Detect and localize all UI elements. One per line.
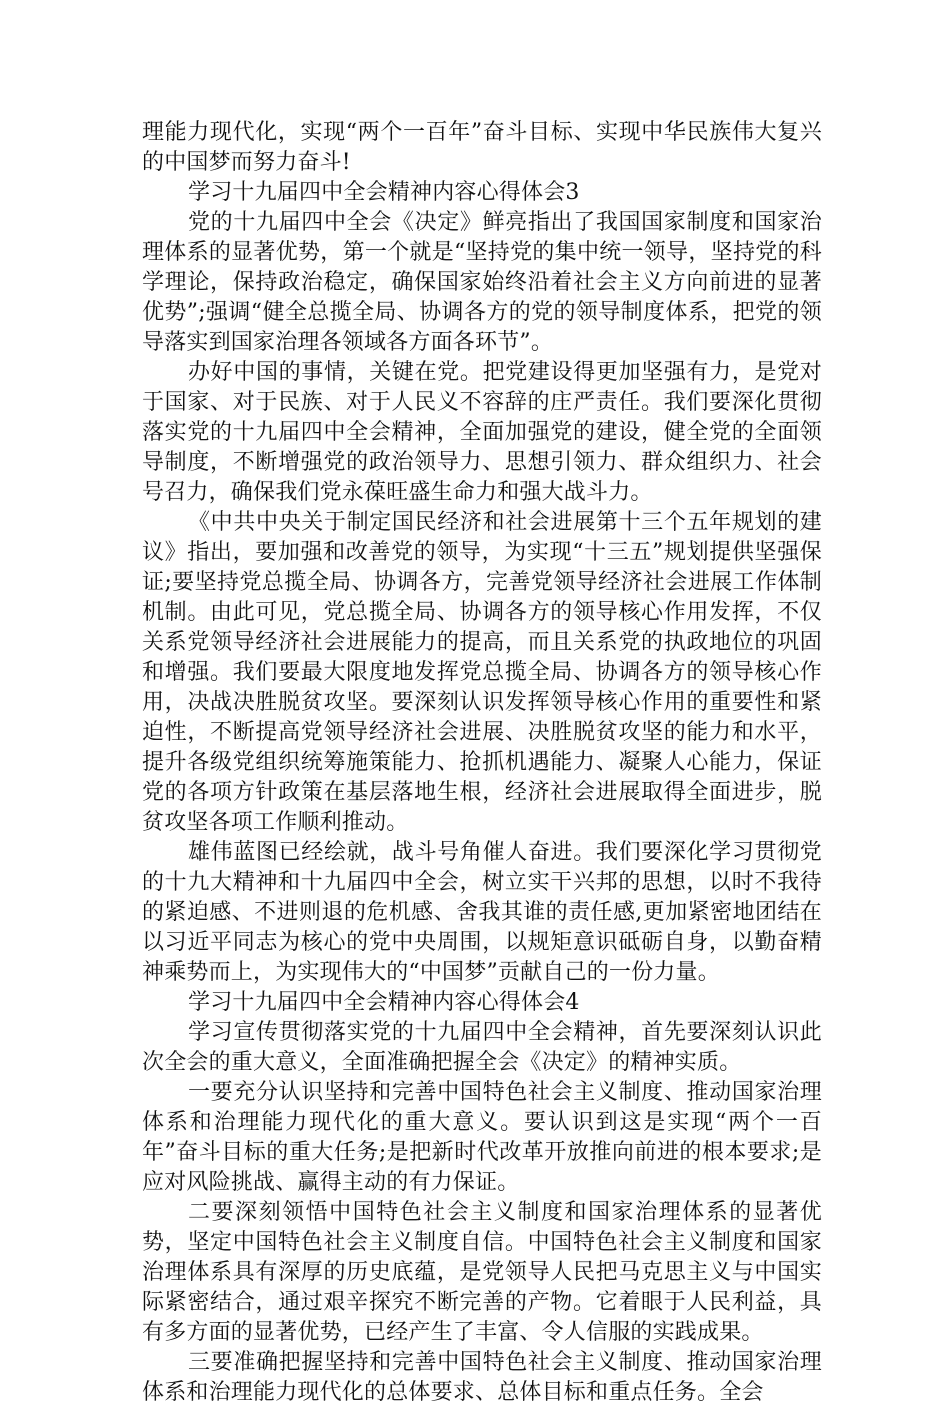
paragraph: 一要充分认识坚持和完善中国特色社会主义制度、推动国家治理体系和治理能力现代化的重大意义。要认识到这是实现“两个一百年”奋斗目标的重大任务;是把新时代改革开放推向前进的根本要求;是应对风险挑战、赢得主动的有力保证。 (142, 1080, 822, 1195)
paragraph-continuation: 理能力现代化，实现“两个一百年”奋斗目标、实现中华民族伟大复兴的中国梦而努力奋斗! (142, 120, 822, 175)
section-heading-3: 学习十九届四中全会精神内容心得体会3 (188, 180, 580, 205)
paragraph: 三要准确把握坚持和完善中国特色社会主义制度、推动国家治理体系和治理能力现代化的总体要求、总体目标和重点任务。全会 (142, 1350, 822, 1405)
paragraph: 雄伟蓝图已经绘就，战斗号角催人奋进。我们要深化学习贯彻党的十九大精神和十九届四中全会，树立实干兴邦的思想，以时不我待的紧迫感、不进则退的危机感、舍我其谁的责任感,更加紧密地团结在以习近平同志为核心的党中央周围，以规矩意识砥砺自身，以勤奋精神乘势而上，为实现伟大的“中国梦”贡献自己的一份力量。 (142, 840, 822, 985)
paragraph: 《中共中央关于制定国民经济和社会进展第十三个五年规划的建议》指出，要加强和改善党的领导，为实现“十三五”规划提供坚强保证;要坚持党总揽全局、协调各方，完善党领导经济社会进展工作体制机制。由此可见，党总揽全局、协调各方的领导核心作用发挥，不仅关系党领导经济社会进展能力的提高，而且关系党的执政地位的巩固和增强。我们要最大限度地发挥党总揽全局、协调各方的领导核心作用，决战决胜脱贫攻坚。要深刻认识发挥领导核心作用的重要性和紧迫性，不断提高党领导经济社会进展、决胜脱贫攻坚的能力和水平，提升各级党组织统筹施策能力、抢抓机遇能力、凝聚人心能力，保证党的各项方针政策在基层落地生根，经济社会进展取得全面进步，脱贫攻坚各项工作顺利推动。 (142, 510, 822, 835)
paragraph: 办好中国的事情，关键在党。把党建设得更加坚强有力，是党对于国家、对于民族、对于人民义不容辞的庄严责任。我们要深化贯彻落实党的十九届四中全会精神，全面加强党的建设，健全党的全面领导制度，不断增强党的政治领导力、思想引领力、群众组织力、社会号召力，确保我们党永葆旺盛生命力和强大战斗力。 (142, 360, 822, 505)
paragraph: 二要深刻领悟中国特色社会主义制度和国家治理体系的显著优势，坚定中国特色社会主义制度自信。中国特色社会主义制度和国家治理体系具有深厚的历史底蕴，是党领导人民把马克思主义与中国实际紧密结合，通过艰辛探究不断完善的产物。它着眼于人民利益，具有多方面的显著优势，已经产生了丰富、令人信服的实践成果。 (142, 1200, 822, 1345)
section-heading-4: 学习十九届四中全会精神内容心得体会4 (188, 990, 580, 1015)
paragraph: 学习宣传贯彻落实党的十九届四中全会精神，首先要深刻认识此次全会的重大意义，全面准确把握全会《决定》的精神实质。 (142, 1020, 822, 1075)
document-body (142, 118, 822, 1408)
paragraph: 党的十九届四中全会《决定》鲜亮指出了我国国家制度和国家治理体系的显著优势，第一个就是“坚持党的集中统一领导，坚持党的科学理论，保持政治稳定，确保国家始终沿着社会主义方向前进的显著优势”;强调“健全总揽全局、协调各方的党的领导制度体系，把党的领导落实到国家治理各领域各方面各环节”。 (142, 210, 822, 355)
